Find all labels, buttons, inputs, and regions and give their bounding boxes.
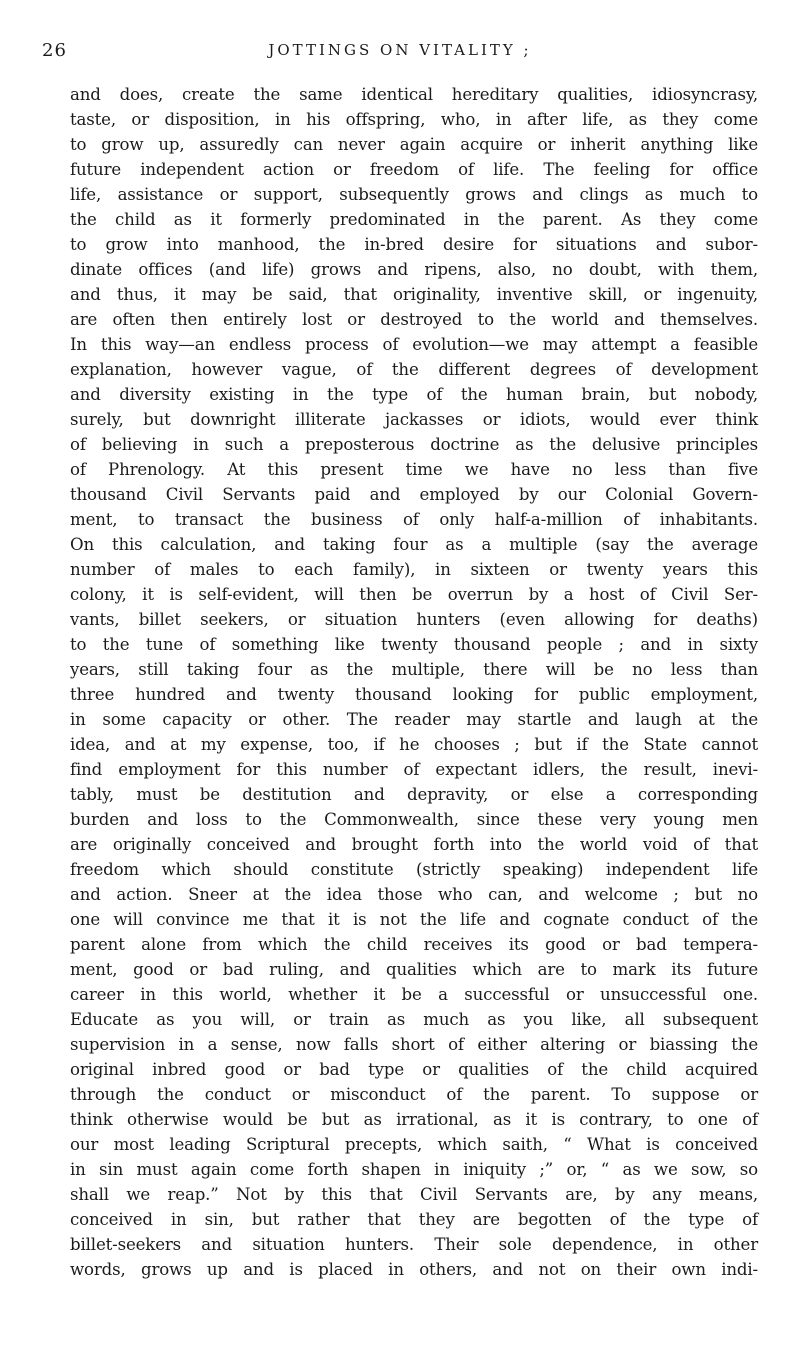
text-line: supervision in a sense, now falls short of either altering or biassing the — [70, 1035, 758, 1054]
text-line: one will convince me that it is not the life and cognate conduct of the — [70, 910, 758, 929]
text-line: freedom which should constitute (strictly speaking) independent life — [70, 860, 758, 879]
text-line: number of males to each family), in sixteen or twenty years this — [70, 560, 758, 579]
text-line: in sin must again come forth shapen in iniquity ;” or, “ as we sow, so — [70, 1160, 758, 1179]
text-line: shall we reap.” Not by this that Civil Servants are, by any means, — [70, 1185, 758, 1204]
text-line: of Phrenology. At this present time we have no less than five — [70, 460, 758, 479]
text-line: the child as it formerly predominated in the parent. As they come — [70, 210, 758, 229]
text-line: find employment for this number of expectant idlers, the result, inevi- — [70, 760, 758, 779]
text-line: and does, create the same identical hereditary qualities, idiosyncrasy, — [70, 85, 758, 104]
text-line: original inbred good or bad type or qualities of the child acquired — [70, 1060, 758, 1079]
text-line: and diversity existing in the type of the human brain, but nobody, — [70, 385, 758, 404]
text-line: and action. Sneer at the idea those who can, and welcome ; but no — [70, 885, 758, 904]
text-line: vants, billet seekers, or situation hunters (even allowing for deaths) — [70, 610, 758, 629]
text-line: future independent action or freedom of life. The feeling for office — [70, 160, 758, 179]
text-line: three hundred and twenty thousand looking for public employment, — [70, 685, 758, 704]
text-line: think otherwise would be but as irrational, as it is contrary, to one of — [70, 1110, 758, 1129]
text-line: dinate offices (and life) grows and ripens, also, no doubt, with them, — [70, 260, 758, 279]
text-line: to grow into manhood, the in-bred desire for situations and subor- — [70, 235, 758, 254]
text-line: to the tune of something like twenty thousand people ; and in sixty — [70, 635, 758, 654]
text-line: in some capacity or other. The reader may startle and laugh at the — [70, 710, 758, 729]
text-line: our most leading Scriptural precepts, which saith, “ What is conceived — [70, 1135, 758, 1154]
text-line: are often then entirely lost or destroyed to the world and themselves. — [70, 310, 758, 329]
text-line: parent alone from which the child receives its good or bad tempera- — [70, 935, 758, 954]
text-line: of believing in such a preposterous doctrine as the delusive principles — [70, 435, 758, 454]
text-line: billet-seekers and situation hunters. Their sole dependence, in other — [70, 1235, 758, 1254]
text-line: are originally conceived and brought forth into the world void of that — [70, 835, 758, 854]
text-line: ment, to transact the business of only half-a-million of inhabitants. — [70, 510, 758, 529]
text-line: explanation, however vague, of the different degrees of development — [70, 360, 758, 379]
text-line: burden and loss to the Commonwealth, since these very young men — [70, 810, 758, 829]
text-line: career in this world, whether it be a successful or unsuccessful one. — [70, 985, 758, 1004]
text-line: surely, but downright illiterate jackasses or idiots, would ever think — [70, 410, 758, 429]
text-line: colony, it is self-evident, will then be overrun by a host of Civil Ser- — [70, 585, 758, 604]
text-line: and thus, it may be said, that originality, inventive skill, or ingenuity, — [70, 285, 758, 304]
text-line: Educate as you will, or train as much as you like, all subsequent — [70, 1010, 758, 1029]
text-line: idea, and at my expense, too, if he chooses ; but if the State cannot — [70, 735, 758, 754]
text-line: life, assistance or support, subsequently grows and clings as much to — [70, 185, 758, 204]
text-line: ment, good or bad ruling, and qualities which are to mark its future — [70, 960, 758, 979]
text-line: through the conduct or misconduct of the parent. To suppose or — [70, 1085, 758, 1104]
text-line: On this calculation, and taking four as a multiple (say the average — [70, 535, 758, 554]
text-line: tably, must be destitution and depravity, or else a corresponding — [70, 785, 758, 804]
page-number: 26 — [42, 40, 67, 61]
text-line: words, grows up and is placed in others, and not on their own indi- — [70, 1260, 758, 1279]
text-line: to grow up, assuredly can never again acquire or inherit anything like — [70, 135, 758, 154]
text-line: years, still taking four as the multiple, there will be no less than — [70, 660, 758, 679]
text-line: conceived in sin, but rather that they are begotten of the type of — [70, 1210, 758, 1229]
text-line: thousand Civil Servants paid and employed by our Colonial Govern- — [70, 485, 758, 504]
text-line: taste, or disposition, in his offspring, who, in after life, as they come — [70, 110, 758, 129]
running-head: JOTTINGS ON VITALITY ; — [268, 41, 532, 59]
body-text — [70, 82, 758, 1282]
text-line: In this way—an endless process of evolution—we may attempt a feasible — [70, 335, 758, 354]
